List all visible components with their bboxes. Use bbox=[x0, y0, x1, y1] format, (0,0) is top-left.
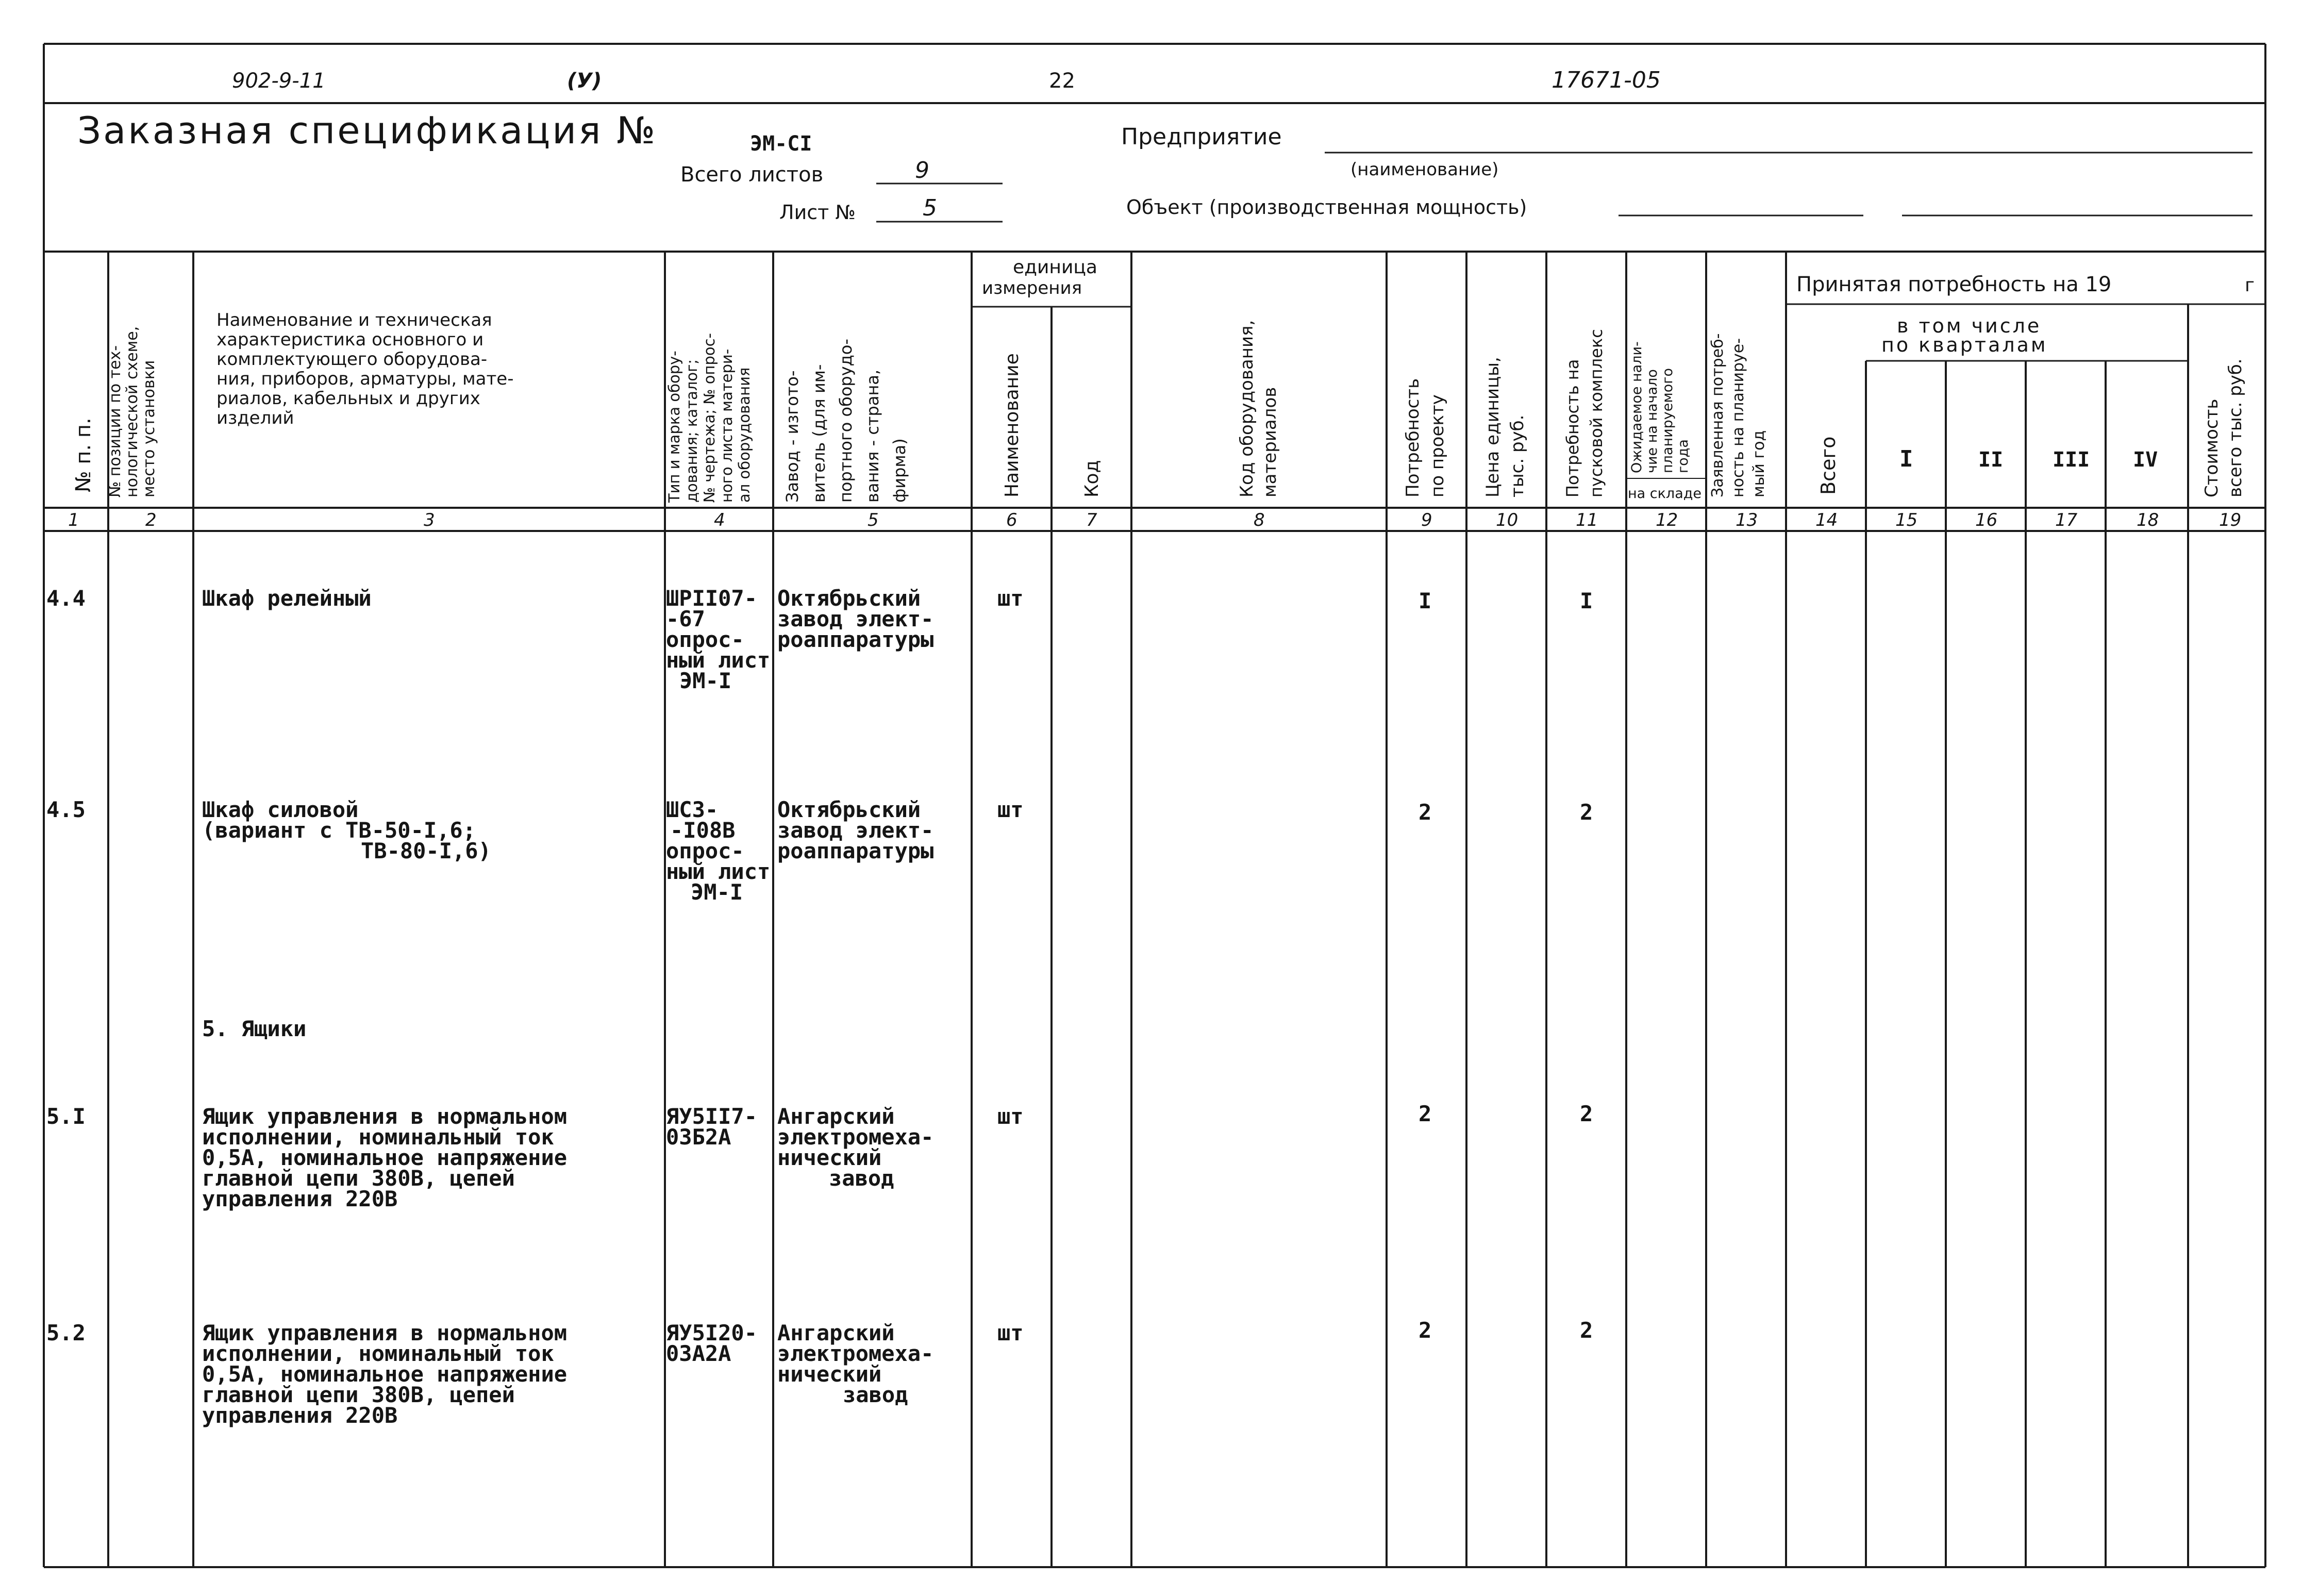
svg-text:характеристика основного и: характеристика основного и bbox=[216, 329, 484, 350]
qty-project: 2 bbox=[1419, 1101, 1432, 1126]
col-7-header: Код bbox=[1081, 460, 1103, 497]
svg-text:завод элект-: завод элект- bbox=[777, 818, 934, 843]
svg-text:электромеха-: электромеха- bbox=[777, 1124, 934, 1150]
svg-text:управления 220В: управления 220В bbox=[202, 1186, 398, 1211]
svg-text:фирма): фирма) bbox=[890, 438, 909, 503]
total-sheets-value: 9 bbox=[915, 157, 929, 184]
qty-project: 2 bbox=[1419, 800, 1432, 825]
svg-text:главной цепи 380В, цепей: главной цепи 380В, цепей bbox=[202, 1382, 515, 1407]
archive-number: 17671-05 bbox=[1552, 67, 1661, 93]
svg-text:Наименование и техническая: Наименование и техническая bbox=[216, 310, 492, 330]
svg-text:чие на начало: чие на начало bbox=[1644, 369, 1660, 473]
row-number: 5.I bbox=[46, 1104, 86, 1129]
row-number: 4.4 bbox=[46, 586, 86, 611]
qty-launch: 2 bbox=[1580, 1318, 1593, 1343]
qty-launch: I bbox=[1580, 588, 1593, 613]
svg-text:нический: нический bbox=[777, 1145, 882, 1170]
row-number: 5.2 bbox=[46, 1320, 86, 1345]
svg-text:управления 220В: управления 220В bbox=[202, 1403, 398, 1428]
svg-text:3: 3 bbox=[424, 510, 435, 530]
svg-text:тыс. руб.: тыс. руб. bbox=[1507, 414, 1528, 497]
col-3-header bbox=[216, 310, 513, 428]
svg-text:9: 9 bbox=[1421, 510, 1432, 530]
svg-text:Потребность: Потребность bbox=[1403, 378, 1423, 497]
form-title: Заказная спецификация № bbox=[77, 109, 658, 152]
unit-name: шт bbox=[997, 1104, 1024, 1129]
col-12-subheader: на складе bbox=[1628, 486, 1702, 502]
svg-text:ШРII07-: ШРII07- bbox=[666, 586, 758, 611]
col-2-header-line-3: место установки bbox=[140, 360, 158, 497]
svg-text:13: 13 bbox=[1736, 510, 1758, 530]
svg-text:1: 1 bbox=[68, 510, 79, 530]
svg-text:электромеха-: электромеха- bbox=[777, 1341, 934, 1366]
quarters-group-line-2: по кварталам bbox=[1881, 334, 2048, 356]
svg-text:17: 17 bbox=[2055, 510, 2078, 530]
col-10-header bbox=[1482, 357, 1528, 497]
section-heading: 5. Ящики bbox=[202, 1016, 307, 1041]
unit-group-header-line-1: единица bbox=[1013, 257, 1097, 278]
svg-text:11: 11 bbox=[1576, 510, 1598, 530]
svg-text:ного листа матери-: ного листа матери- bbox=[718, 348, 736, 503]
svg-text:ал оборудования: ал оборудования bbox=[736, 367, 753, 503]
svg-text:опрос-: опрос- bbox=[666, 838, 744, 863]
svg-text:-67: -67 bbox=[666, 606, 705, 631]
svg-text:вания - страна,: вания - страна, bbox=[863, 369, 882, 503]
quarters-group-line-1: в том числе bbox=[1897, 314, 2042, 337]
col-12-header bbox=[1629, 341, 1691, 473]
svg-text:дования; каталог;: дования; каталог; bbox=[683, 359, 700, 503]
svg-text:мый год: мый год bbox=[1750, 430, 1768, 497]
accepted-demand-header: Принятая потребность на 19 bbox=[1796, 273, 2112, 296]
svg-text:завод: завод bbox=[843, 1382, 908, 1407]
table-row bbox=[46, 1318, 1593, 1428]
svg-text:ЭМ-I: ЭМ-I bbox=[679, 668, 732, 693]
svg-text:по проекту: по проекту bbox=[1427, 394, 1448, 497]
col-1-header: № п. п. bbox=[72, 418, 95, 492]
column-numbers-row bbox=[68, 510, 2241, 530]
qty-project: 2 bbox=[1419, 1318, 1432, 1343]
svg-text:8: 8 bbox=[1254, 510, 1265, 530]
col-8-header bbox=[1237, 320, 1280, 497]
svg-text:0,5А, номинальное напряжение: 0,5А, номинальное напряжение bbox=[202, 1361, 568, 1387]
accepted-demand-year-suffix: г bbox=[2245, 275, 2255, 296]
svg-text:Октябрьский: Октябрьский bbox=[777, 797, 921, 822]
svg-text:6: 6 bbox=[1006, 510, 1017, 530]
svg-text:Стоимость: Стоимость bbox=[2201, 398, 2222, 497]
qty-project: I bbox=[1419, 588, 1432, 613]
svg-text:14: 14 bbox=[1815, 510, 1838, 530]
document-mark: (У) bbox=[567, 69, 602, 93]
col-9-header bbox=[1403, 378, 1448, 497]
table-row bbox=[46, 1101, 1593, 1211]
svg-text:изделий: изделий bbox=[216, 408, 294, 428]
svg-text:2: 2 bbox=[145, 510, 157, 530]
svg-text:материалов: материалов bbox=[1260, 387, 1280, 497]
svg-text:Ангарский: Ангарский bbox=[777, 1104, 895, 1129]
svg-text:15: 15 bbox=[1895, 510, 1918, 530]
item-name: Шкаф силовой bbox=[202, 797, 359, 822]
object-label: Объект (производственная мощность) bbox=[1126, 196, 1527, 219]
enterprise-label: Предприятие bbox=[1121, 124, 1282, 150]
table-row bbox=[202, 1016, 306, 1041]
svg-text:ЯУ5I20-: ЯУ5I20- bbox=[666, 1320, 758, 1345]
svg-text:роаппаратуры: роаппаратуры bbox=[777, 627, 934, 652]
col-17-header: III bbox=[2053, 448, 2090, 472]
svg-text:4: 4 bbox=[714, 510, 725, 530]
svg-text:7: 7 bbox=[1086, 510, 1097, 530]
item-name: Шкаф релейный bbox=[202, 586, 372, 611]
svg-text:пусковой комплекс: пусковой комплекс bbox=[1587, 329, 1606, 497]
svg-text:ЭМ-I: ЭМ-I bbox=[691, 879, 743, 905]
col-19-header bbox=[2201, 358, 2246, 497]
svg-text:Код оборудования,: Код оборудования, bbox=[1237, 320, 1257, 497]
svg-text:года: года bbox=[1675, 439, 1691, 473]
svg-text:риалов, кабельных и других: риалов, кабельных и других bbox=[216, 388, 480, 409]
svg-text:03Б2А: 03Б2А bbox=[666, 1124, 731, 1150]
table-row bbox=[46, 797, 1593, 905]
svg-text:№ чертежа; № опрос-: № чертежа; № опрос- bbox=[700, 332, 718, 503]
item-name: Ящик управления в нормальном bbox=[202, 1104, 568, 1129]
svg-text:Октябрьский: Октябрьский bbox=[777, 586, 921, 611]
col-4-header bbox=[665, 333, 753, 503]
specification-number: ЭМ-СI bbox=[750, 132, 812, 156]
svg-text:комплектующего оборудова-: комплектующего оборудова- bbox=[216, 349, 488, 370]
qty-launch: 2 bbox=[1580, 800, 1593, 825]
col-18-header: IV bbox=[2133, 448, 2158, 472]
svg-text:исполнении, номинальный ток: исполнении, номинальный ток bbox=[202, 1341, 554, 1366]
svg-text:10: 10 bbox=[1496, 510, 1519, 530]
svg-text:12: 12 bbox=[1656, 510, 1678, 530]
table-row bbox=[46, 586, 1593, 693]
unit-name: шт bbox=[997, 1320, 1024, 1345]
svg-text:Заявленная потреб-: Заявленная потреб- bbox=[1709, 333, 1727, 497]
page-number: 22 bbox=[1049, 69, 1075, 93]
col-2-header-line-1: № позиции по тех- bbox=[106, 345, 124, 497]
unit-group-header-line-2: измерения bbox=[982, 278, 1082, 298]
col-11-header bbox=[1563, 329, 1606, 497]
sheet-number-value: 5 bbox=[923, 195, 937, 221]
unit-name: шт bbox=[997, 797, 1024, 822]
svg-text:Потребность на: Потребность на bbox=[1563, 359, 1582, 497]
svg-text:ность на планируе-: ность на планируе- bbox=[1729, 338, 1747, 497]
svg-text:Завод - изгото-: Завод - изгото- bbox=[782, 370, 802, 503]
svg-text:главной цепи 380В, цепей: главной цепи 380В, цепей bbox=[202, 1166, 515, 1191]
col-14-header: Всего bbox=[1817, 436, 1840, 495]
svg-text:ШС3-: ШС3- bbox=[666, 797, 719, 822]
col-6-header: Наименование bbox=[1002, 353, 1023, 497]
qty-launch: 2 bbox=[1580, 1101, 1593, 1126]
col-15-header: I bbox=[1899, 446, 1913, 472]
svg-text:03А2А: 03А2А bbox=[666, 1341, 731, 1366]
col-2-header-line-2: нологической схеме, bbox=[123, 326, 141, 497]
svg-text:всего тыс. руб.: всего тыс. руб. bbox=[2225, 358, 2246, 497]
svg-text:18: 18 bbox=[2137, 510, 2159, 530]
sheet-number-label: Лист № bbox=[779, 201, 856, 224]
item-name: Ящик управления в нормальном bbox=[202, 1320, 568, 1345]
svg-text:16: 16 bbox=[1975, 510, 1998, 530]
svg-text:ния, приборов, арматуры, мате-: ния, приборов, арматуры, мате- bbox=[216, 369, 514, 389]
svg-text:ный лист: ный лист bbox=[666, 647, 771, 673]
svg-text:Ожидаемое нали-: Ожидаемое нали- bbox=[1629, 341, 1645, 473]
svg-text:нический: нический bbox=[777, 1361, 882, 1387]
col-16-header: II bbox=[1978, 448, 2004, 472]
svg-text:портного оборудо-: портного оборудо- bbox=[836, 339, 856, 503]
row-number: 4.5 bbox=[46, 797, 86, 822]
svg-text:завод: завод bbox=[829, 1166, 894, 1191]
enterprise-hint: (наименование) bbox=[1350, 159, 1499, 180]
svg-text:исполнении, номинальный ток: исполнении, номинальный ток bbox=[202, 1124, 554, 1150]
svg-text:-I08В: -I08В bbox=[670, 818, 736, 843]
svg-text:5: 5 bbox=[868, 510, 879, 530]
svg-text:19: 19 bbox=[2219, 510, 2242, 530]
svg-text:(вариант с ТВ-50-I,6;: (вариант с ТВ-50-I,6; bbox=[202, 818, 476, 843]
svg-text:роаппаратуры: роаппаратуры bbox=[777, 838, 934, 863]
svg-text:0,5А, номинальное напряжение: 0,5А, номинальное напряжение bbox=[202, 1145, 568, 1170]
svg-text:витель (для им-: витель (для им- bbox=[809, 364, 829, 503]
svg-text:ЯУ5II7-: ЯУ5II7- bbox=[666, 1104, 758, 1129]
document-code: 902-9-11 bbox=[232, 69, 326, 93]
col-13-header bbox=[1709, 334, 1768, 497]
col-5-header bbox=[782, 339, 909, 503]
svg-text:ТВ-80-I,6): ТВ-80-I,6) bbox=[361, 838, 491, 863]
svg-text:планируемого: планируемого bbox=[1660, 368, 1676, 473]
svg-text:Цена единицы,: Цена единицы, bbox=[1482, 357, 1503, 497]
total-sheets-label: Всего листов bbox=[680, 163, 824, 187]
svg-text:ный лист: ный лист bbox=[666, 859, 771, 884]
svg-text:Тип и марка обору-: Тип и марка обору- bbox=[665, 351, 683, 503]
svg-text:завод элект-: завод элект- bbox=[777, 606, 934, 631]
svg-text:Ангарский: Ангарский bbox=[777, 1320, 895, 1345]
unit-name: шт bbox=[997, 586, 1024, 611]
svg-text:опрос-: опрос- bbox=[666, 627, 744, 652]
